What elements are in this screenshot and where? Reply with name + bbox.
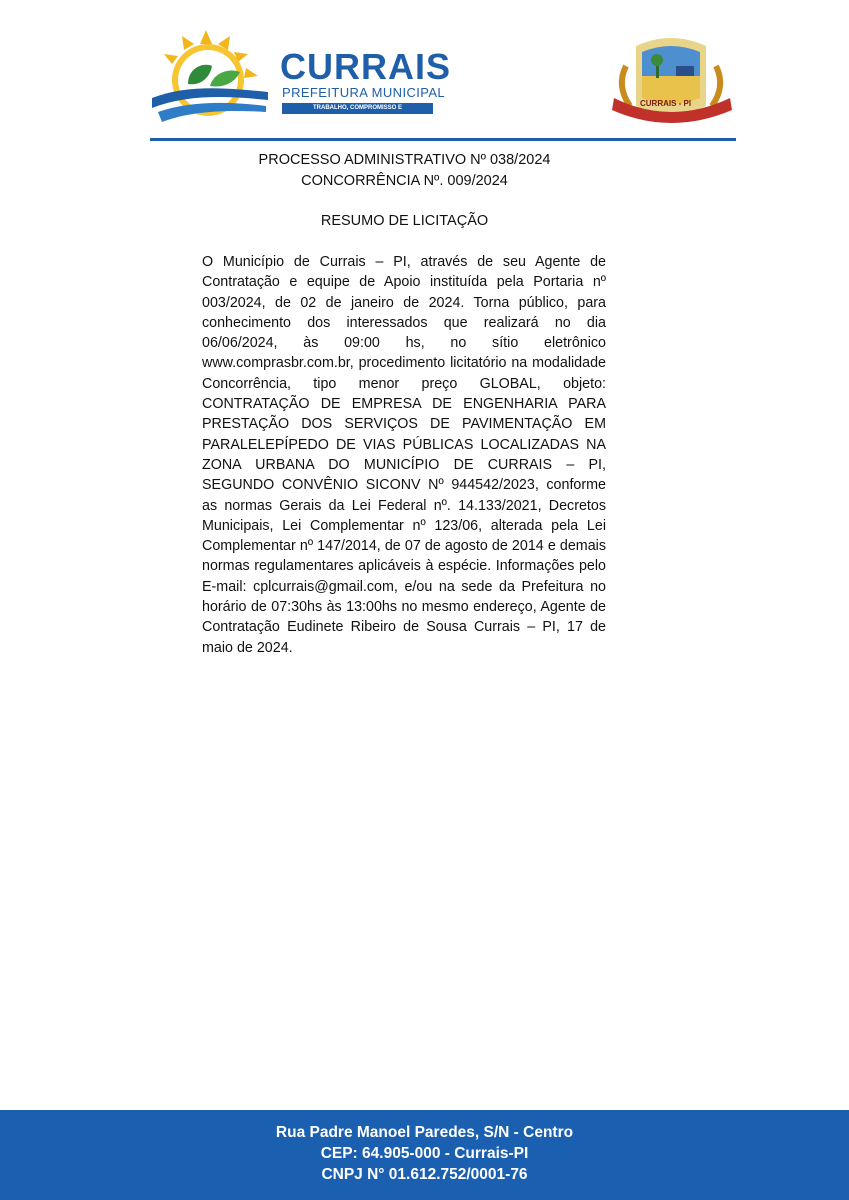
footer-cnpj: CNPJ N° 01.612.752/0001-76 <box>321 1166 528 1183</box>
seal-label: CURRAIS - PI <box>640 99 692 108</box>
header-divider <box>150 138 736 141</box>
document-title: RESUMO DE LICITAÇÃO <box>320 213 489 229</box>
footer-address: Rua Padre Manoel Paredes, S/N - Centro <box>275 1124 574 1141</box>
municipal-seal-icon <box>606 36 736 132</box>
brand-tagline: TRABALHO, COMPROMISSO E RESPONSABILIDADE <box>282 103 433 114</box>
footer <box>0 1110 849 1200</box>
process-number: PROCESSO ADMINISTRATIVO Nº 038/2024 <box>258 152 551 168</box>
brand-subtitle: PREFEITURA MUNICIPAL <box>282 85 446 100</box>
competition-number: CONCORRÊNCIA Nº. 009/2024 <box>301 173 508 189</box>
footer-cep: CEP: 64.905-000 - Currais-PI <box>320 1145 529 1162</box>
document-body: O Município de Currais – PI, através de seu Agente de Contratação e equipe de Apoio instituída pela Portaria nº 003/2024, de 02 de janeiro de 2024. Torna público, para conhecimento dos interessados que realizará no dia 06/06/2024, às 09:00 hs, no sítio eletrônico www.comprasbr.com.br, procedimento licitatório na modalidade Concorrência, tipo menor preço GLOBAL, objeto: CONTRATAÇÃO DE EMPRESA DE ENGENHARIA PARA PRESTAÇÃO DOS SERVIÇOS DE PAVIMENTAÇÃO EM PARALELEPÍPEDO DE VIAS PÚBLICAS LOCALIZADAS NA ZONA URBANA DO MUNICÍPIO DE CURRAIS – PI, SEGUNDO CONVÊNIO SICONV Nº 944542/2023, conforme as normas Gerais da Lei Federal nº. 14.133/2021, Decretos Municipais, Lei Complementar nº 123/06, alterada pela Lei Complementar nº 147/2014, de 07 de agosto de 2014 e demais normas regulamentares aplicáveis à espécie. Informações pelo E-mail: cplcurrais@gmail.com, e/ou na sede da Prefeitura no horário de 07:30hs às 13:00hs no mesmo endereço, Agente de Contratação Eudinete Ribeiro de Sousa Currais – PI, 17 de maio de 2024. <box>202 254 606 656</box>
brand-title: CURRAIS <box>280 46 452 87</box>
